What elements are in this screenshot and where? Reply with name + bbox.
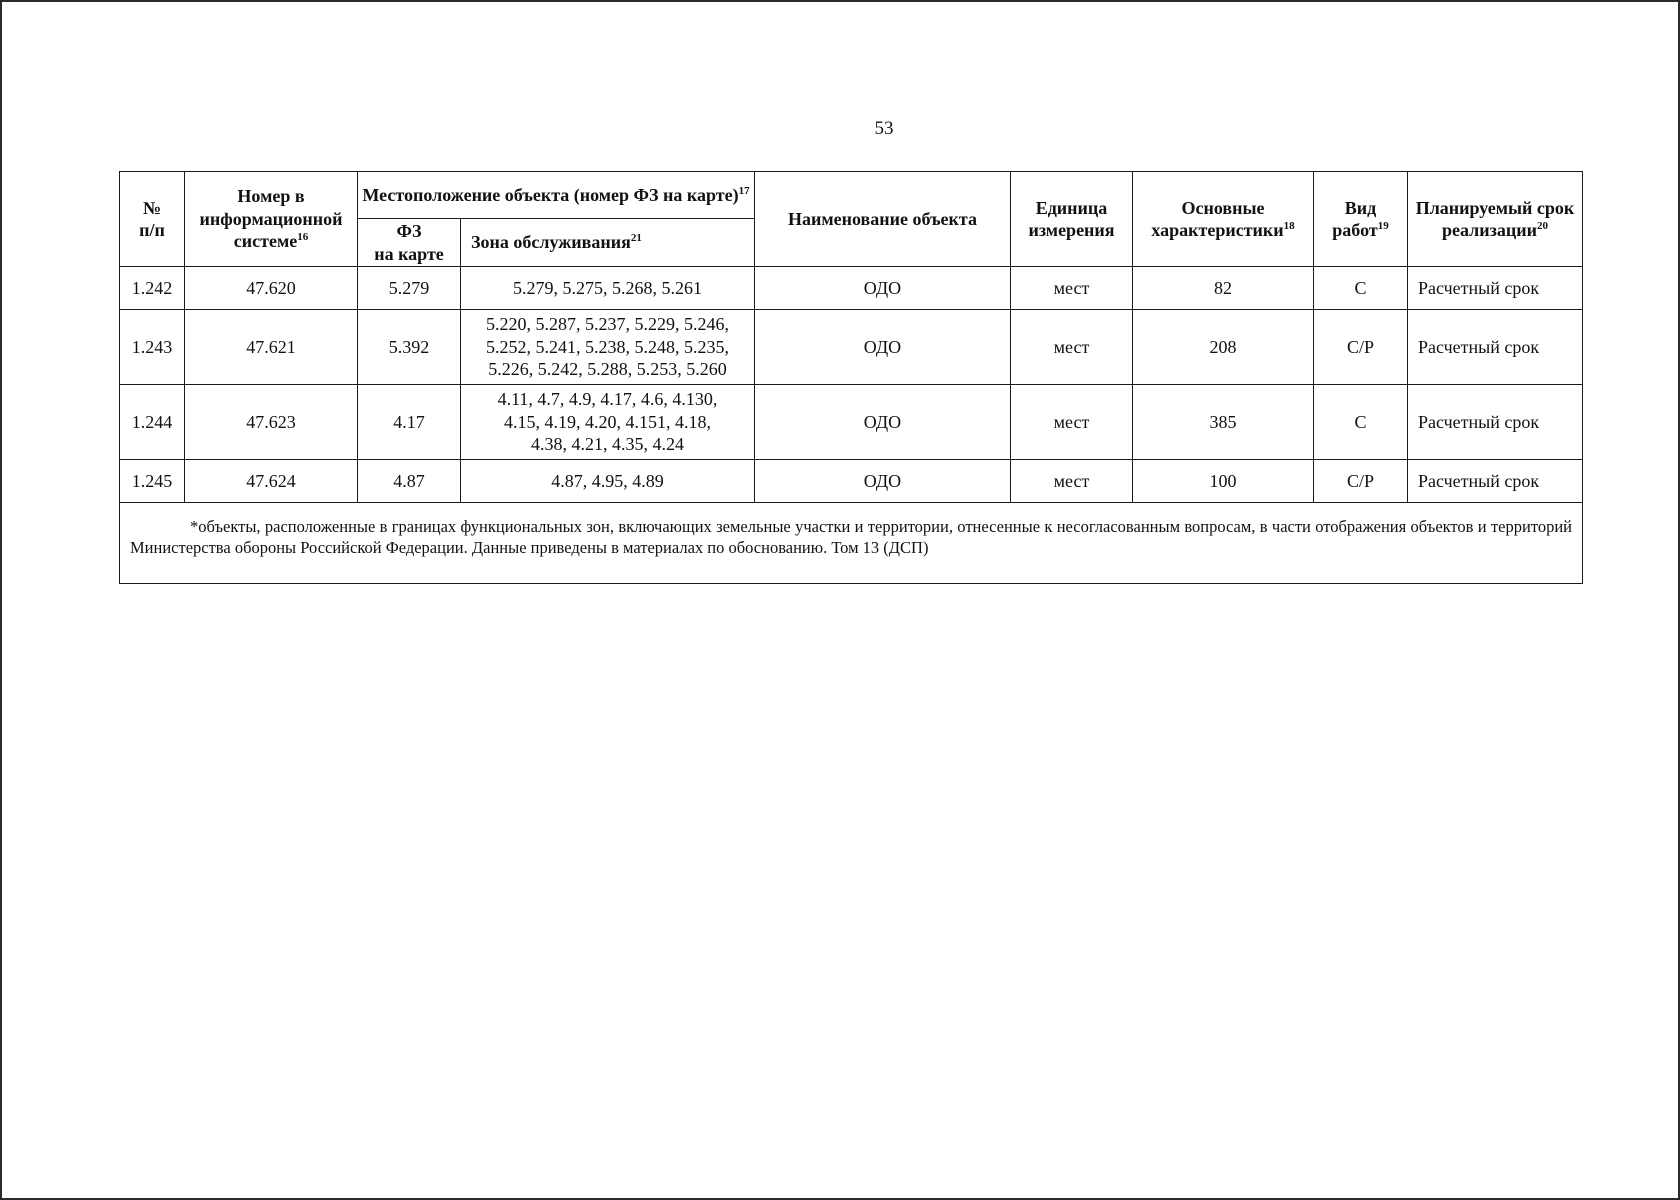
registry-table-wrapper xyxy=(119,171,1582,584)
registry-table xyxy=(119,171,1583,584)
cell-num: 1.242 xyxy=(120,267,185,310)
cell-object-name: ОДО xyxy=(755,460,1011,503)
cell-characteristic: 385 xyxy=(1133,385,1314,460)
cell-info-number: 47.624 xyxy=(185,460,358,503)
header-deadline-sup: 20 xyxy=(1536,220,1548,232)
cell-fz: 4.87 xyxy=(358,460,461,503)
cell-fz: 4.17 xyxy=(358,385,461,460)
cell-unit: мест xyxy=(1011,310,1133,385)
cell-deadline: Расчетный срок xyxy=(1408,267,1583,310)
table-body xyxy=(120,267,1583,584)
header-info-number-sup: 16 xyxy=(297,231,309,244)
cell-characteristic: 82 xyxy=(1133,267,1314,310)
header-work-type xyxy=(1314,172,1408,267)
header-num xyxy=(120,172,185,267)
cell-info-number: 47.623 xyxy=(185,385,358,460)
cell-fz: 5.392 xyxy=(358,310,461,385)
zone-line: 5.220, 5.287, 5.237, 5.229, 5.246, xyxy=(486,314,729,335)
cell-deadline: Расчетный срок xyxy=(1408,310,1583,385)
page-number: 53 xyxy=(874,118,894,139)
footnote-row xyxy=(120,503,1583,584)
cell-unit: мест xyxy=(1011,267,1133,310)
table-header xyxy=(120,172,1583,267)
header-location xyxy=(358,172,755,219)
cell-deadline: Расчетный срок xyxy=(1408,460,1583,503)
header-num-label: № п/п xyxy=(139,197,165,240)
cell-num: 1.244 xyxy=(120,385,185,460)
header-object-name xyxy=(755,172,1011,267)
cell-work-type: С xyxy=(1314,385,1408,460)
zone-line: 4.87, 4.95, 4.89 xyxy=(551,470,664,491)
cell-unit: мест xyxy=(1011,460,1133,503)
cell-characteristic: 208 xyxy=(1133,310,1314,385)
header-location-label: Местоположение объекта (номер ФЗ на карте) xyxy=(362,184,739,205)
header-row-1 xyxy=(120,172,1583,219)
zone-line: 4.38, 4.21, 4.35, 4.24 xyxy=(531,434,684,455)
footnote-text: *объекты, расположенные в границах функциональных зон, включающих земельные участки и территории, отнесенные к несогласованным вопросам, в части отображения объектов и территорий Министерства обороны Российской Федерации. Данные приведены в материалах по обоснованию. Том 13 (ДСП) xyxy=(130,517,1572,557)
header-work-type-label: Вид работ xyxy=(1332,197,1378,240)
header-unit xyxy=(1011,172,1133,267)
cell-num: 1.245 xyxy=(120,460,185,503)
header-object-name-label: Наименование объекта xyxy=(788,208,977,229)
header-fz-on-map-label: ФЗ на карте xyxy=(374,221,444,264)
header-deadline-label: Планируемый срок реализации xyxy=(1415,197,1575,240)
footnote-cell xyxy=(120,503,1583,584)
zone-line: 4.15, 4.19, 4.20, 4.151, 4.18, xyxy=(504,411,711,432)
table-row xyxy=(120,310,1583,385)
zone-line: 5.279, 5.275, 5.268, 5.261 xyxy=(513,277,702,298)
cell-fz: 5.279 xyxy=(358,267,461,310)
cell-unit: мест xyxy=(1011,385,1133,460)
header-info-number-label: Номер в информационной системе xyxy=(199,186,343,252)
table-row xyxy=(120,385,1583,460)
header-location-sup: 17 xyxy=(738,184,750,197)
zone-line: 5.252, 5.241, 5.238, 5.248, 5.235, xyxy=(486,336,729,357)
cell-service-zone xyxy=(461,460,755,503)
cell-object-name: ОДО xyxy=(755,310,1011,385)
header-service-zone xyxy=(461,219,755,267)
cell-object-name: ОДО xyxy=(755,267,1011,310)
header-characteristics xyxy=(1133,172,1314,267)
header-service-zone-label: Зона обслуживания xyxy=(471,232,631,253)
cell-service-zone xyxy=(461,267,755,310)
header-fz-on-map xyxy=(358,219,461,267)
table-row xyxy=(120,267,1583,310)
cell-work-type: С/Р xyxy=(1314,460,1408,503)
cell-info-number: 47.620 xyxy=(185,267,358,310)
header-work-type-sup: 19 xyxy=(1377,220,1389,232)
header-deadline xyxy=(1408,172,1583,267)
cell-service-zone xyxy=(461,310,755,385)
cell-service-zone xyxy=(461,385,755,460)
zone-line: 5.226, 5.242, 5.288, 5.253, 5.260 xyxy=(488,359,727,380)
header-service-zone-sup: 21 xyxy=(630,232,642,245)
header-characteristics-sup: 18 xyxy=(1283,220,1295,232)
cell-work-type: С/Р xyxy=(1314,310,1408,385)
cell-num: 1.243 xyxy=(120,310,185,385)
header-info-number xyxy=(185,172,358,267)
header-characteristics-label: Основные характеристики xyxy=(1151,197,1284,240)
zone-line: 4.11, 4.7, 4.9, 4.17, 4.6, 4.130, xyxy=(497,389,718,410)
table-row xyxy=(120,460,1583,503)
cell-info-number: 47.621 xyxy=(185,310,358,385)
cell-object-name: ОДО xyxy=(755,385,1011,460)
cell-characteristic: 100 xyxy=(1133,460,1314,503)
cell-deadline: Расчетный срок xyxy=(1408,385,1583,460)
header-unit-label: Единица измерения xyxy=(1028,197,1115,240)
cell-work-type: С xyxy=(1314,267,1408,310)
